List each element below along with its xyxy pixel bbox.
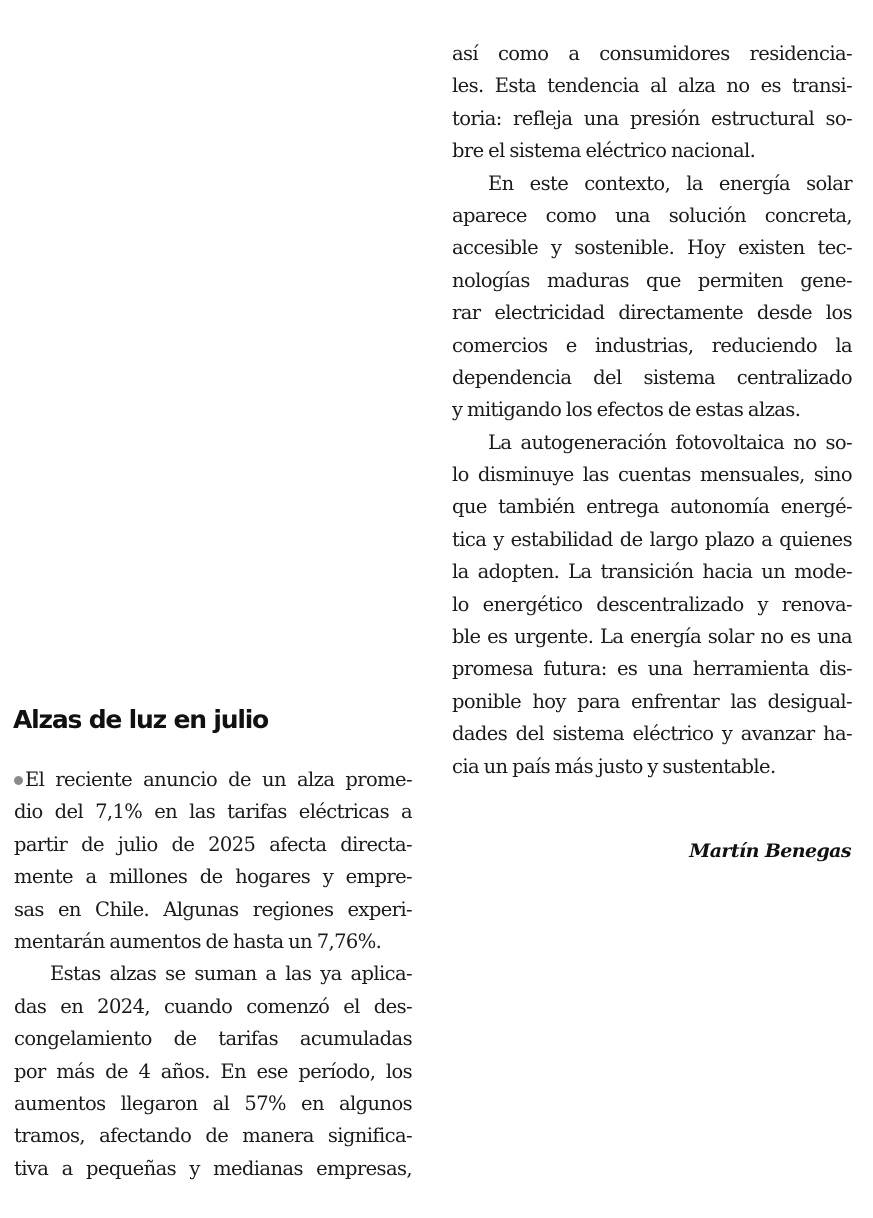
text-line [452, 232, 852, 264]
text-line [452, 200, 852, 232]
text-line-content: ble es urgente. La energía solar no es una [452, 625, 852, 649]
text-line [452, 168, 852, 200]
text-line [452, 653, 852, 685]
text-line [14, 829, 412, 861]
text-line-content: aumentos llegaron al 57% en algunos [14, 1091, 412, 1115]
text-line [452, 589, 852, 621]
text-line-content: tiva a pequeñas y medianas empresas, [14, 1156, 412, 1180]
text-line-content: así como a consumidores residencia- [452, 42, 852, 65]
author-signature: Martín Benegas [689, 840, 851, 862]
text-line [452, 524, 852, 556]
text-line [452, 103, 852, 135]
text-line-content: lo energético descentralizado y renova- [452, 592, 852, 616]
text-line-content: toria: refleja una presión estructural so- [452, 106, 852, 130]
text-line [14, 894, 412, 926]
text-line [14, 926, 412, 958]
text-line-content: les. Esta tendencia al alza no es transi- [452, 74, 852, 98]
text-line [452, 621, 852, 653]
text-line-content: Estas alzas se suman a las ya aplica- [50, 962, 412, 986]
text-line-content: das en 2024, cuando comenzó el des- [14, 994, 412, 1018]
text-line [14, 1023, 412, 1055]
text-line-content: La autogeneración fotovoltaica no so- [488, 430, 852, 454]
text-line [452, 718, 852, 750]
text-line-content: rar electricidad directamente desde los [452, 301, 852, 325]
text-line-content: En este contexto, la energía solar [488, 171, 852, 195]
text-line [14, 1120, 412, 1152]
left-column [14, 764, 412, 1185]
text-line-content: dio del 7,1% en las tarifas eléctricas a [14, 800, 412, 824]
text-line [452, 556, 852, 588]
text-line-content: mente a millones de hogares y empre- [14, 865, 412, 889]
text-line-content: tramos, afectando de manera significa- [14, 1124, 412, 1148]
text-line-content: accesible y sostenible. Hoy existen tec- [452, 236, 852, 260]
text-line-content: comercios e industrias, reduciendo la [452, 333, 852, 357]
text-line-content: El reciente anuncio de un alza prome- [25, 768, 412, 791]
text-line-content: que también entrega autonomía energé- [452, 495, 852, 519]
text-line [452, 362, 852, 394]
text-line [452, 297, 852, 329]
text-line [452, 38, 852, 70]
text-line [452, 686, 852, 718]
text-line-content: sas en Chile. Algunas regiones experi- [14, 897, 412, 921]
text-line-content: cia un país más justo y sustentable. [452, 754, 776, 778]
text-line-content: aparece como una solución concreta, [452, 203, 852, 227]
text-line [14, 1056, 412, 1088]
bullet-icon [14, 776, 23, 785]
text-line [14, 958, 412, 990]
text-line [452, 427, 852, 459]
text-line [452, 751, 852, 783]
text-line-content: nologías maduras que permiten gene- [452, 268, 852, 292]
text-line-content: lo disminuye las cuentas mensuales, sino [452, 463, 852, 487]
text-line-content: tica y estabilidad de largo plazo a quienes [452, 527, 852, 551]
text-line-content: promesa futura: es una herramienta dis- [452, 657, 852, 681]
text-line-content: ponible hoy para enfrentar las desigual- [452, 689, 852, 713]
text-line [452, 70, 852, 102]
text-line-content: congelamiento de tarifas acumuladas [14, 1027, 412, 1051]
text-line [452, 459, 852, 491]
text-line-content: mentarán aumentos de hasta un 7,76%. [14, 929, 382, 953]
text-line [14, 1088, 412, 1120]
text-line-content: por más de 4 años. En ese período, los [14, 1059, 412, 1083]
text-line-content: partir de julio de 2025 afecta directa- [14, 832, 412, 856]
text-line-content: bre el sistema eléctrico nacional. [452, 139, 756, 163]
text-line-content: y mitigando los efectos de estas alzas. [452, 398, 801, 422]
text-line [452, 330, 852, 362]
text-line-content: dades del sistema eléctrico y avanzar ha- [452, 722, 852, 746]
text-line-content: dependencia del sistema centralizado [452, 365, 852, 389]
text-line [14, 1153, 412, 1185]
text-line [14, 764, 412, 796]
article-headline: Alzas de luz en julio [13, 705, 269, 734]
right-column [452, 38, 852, 783]
text-line [14, 861, 412, 893]
text-line [452, 135, 852, 167]
text-line [452, 394, 852, 426]
text-line [452, 491, 852, 523]
text-line [452, 265, 852, 297]
text-line [14, 991, 412, 1023]
text-line [14, 796, 412, 828]
text-line-content: la adopten. La transición hacia un mode- [452, 560, 852, 584]
